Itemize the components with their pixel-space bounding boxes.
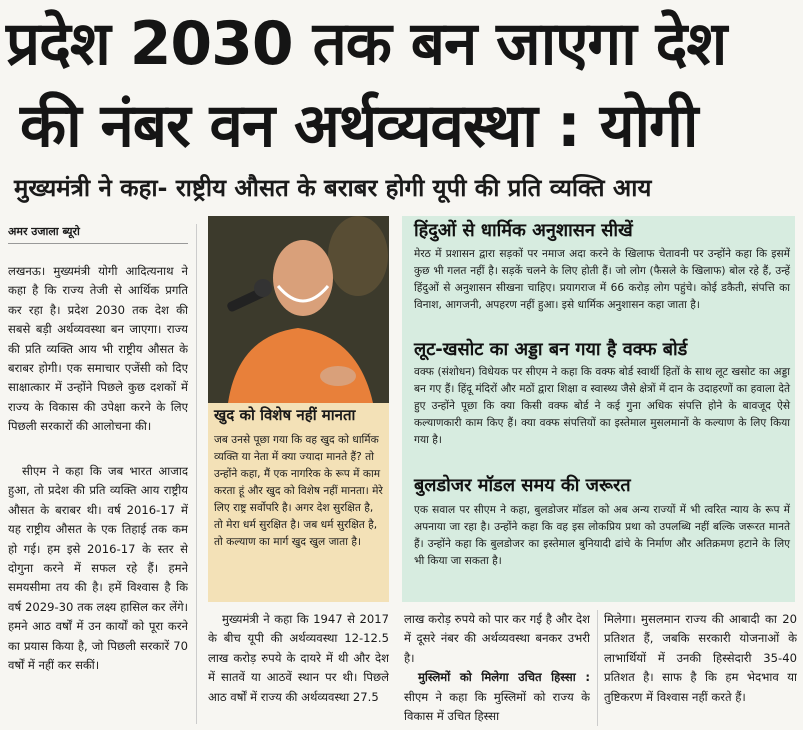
paragraph-muslims-continued: मिलेगा। मुसलमान राज्य की आबादी का 20 प्रतिशत हैं, जबकि सरकारी योजनाओं के लाभार्थियों में उनकी हिस्सेदारी 35-40 प्रतिशत है। साफ है कि हम भेदभाव या तुष्टिकरण में विश्वास नहीं करते हैं। [604, 612, 797, 704]
subheadline: मुख्यमंत्री ने कहा- राष्ट्रीय औसत के बराबर होगी यूपी की प्रति व्यक्ति आय [14, 174, 652, 202]
headline-line-1: प्रदेश 2030 तक बन जाएगा देश [6, 9, 727, 79]
section-text-bulldozer: एक सवाल पर सीएम ने कहा, बुलडोजर मॉडल को अब अन्य राज्यों में भी त्वरित न्याय के रूप में अपनाया जा रहा है। उन्होंने कहा कि वह इस लोकप्रिय प्रथा को उपलब्धि नहीं बल्कि जरूरत मानते हैं। उन्होंने कहा कि बुलडोजर का इस्तेमाल बुनियादी ढांचे के निर्माण और अतिक्रमण हटाने के लिए भी किया जा सकता है। [414, 504, 790, 567]
article-column-4 [604, 610, 797, 728]
byline: अमर उजाला ब्यूरो [8, 225, 80, 238]
sidebar-text: जब उनसे पूछा गया कि वह खुद को धार्मिक व्यक्ति या नेता में क्या ज्यादा मानते हैं? तो उन्होंने कहा, मैं एक नागरिक के रूप में काम करता हूं और खुद को विशेष नहीं मानता। मेरे लिए राष्ट्र सर्वोपरि है। अगर देश सुरक्षित है, तो मेरा धर्म सुरक्षित है। जब धर्म सुरक्षित है, तो कल्याण का मार्ग खुद खुल जाता है। [214, 434, 383, 548]
byline-divider [8, 243, 188, 244]
section-text-waqf: वक्फ (संशोधन) विधेयक पर सीएम ने कहा कि वक्फ बोर्ड स्वार्थी हितों के साथ लूट खसोट का अड्डा बन गए हैं। हिंदू मंदिरों और मठों द्वारा शिक्षा व स्वास्थ्य जैसे क्षेत्रों में दान के उदाहरणों का हवाला देते हुए उन्होंने पूछा कि क्या किसी वक्फ बोर्ड ने कई गुना अधिक संपत्ति होने के बावजूद ऐसे कल्याणकारी काम किए हैं। क्या वक्फ संपत्तियों का इस्तेमाल मुसलमानों के कल्याण के लिए किया गया है। [414, 366, 790, 446]
photo-yogi-adityanath [208, 216, 389, 403]
paragraph-intro: लखनऊ। मुख्यमंत्री योगी आदित्यनाथ ने कहा है कि राज्य तेजी से आर्थिक प्रगति कर रहा है। प्रदेश 2030 तक देश की सबसे बड़ी अर्थव्यवस्था बन जाएगा। राज्य की प्रति व्यक्ति आय भी राष्ट्रीय औसत के बराबर होगी। एक समाचार एजेंसी को दिए साक्षात्कार में उन्होंने पिछले कुछ दशकों में राज्य के विकास की उपेक्षा करने के लिए पिछली सरकारों की आलोचना की। [8, 264, 188, 434]
portrait-illustration [208, 216, 389, 403]
article-column-1 [8, 262, 188, 462]
section-text-discipline: मेरठ में प्रशासन द्वारा सड़कों पर नमाज अदा करने के खिलाफ चेतावनी पर उन्होंने कहा कि इसमें कुछ भी गलत नहीं है। सड़कें चलने के लिए होती हैं। जो लोग (फैसले के खिलाफ) बोल रहे हैं, उन्हें हिंदुओं से अनुशासन सीखना चाहिए। प्रयागराज में 66 करोड़ लोग पहुंचे। कोई डकैती, संपत्ति का विनाश, आगजनी, अपहरण नहीं हुआ। इसे धार्मिक अनुशासन कहा जाता है। [414, 248, 790, 311]
section-heading-waqf: लूट-खसोट का अड्डा बन गया है वक्फ बोर्ड [414, 339, 688, 360]
column-divider-2 [597, 610, 598, 726]
article-column-3 [404, 610, 590, 728]
column-divider [196, 224, 197, 724]
subhead-muslims: मुस्लिमों को मिलेगा उचित हिस्सा : [418, 670, 590, 685]
section-heading-bulldozer: बुलडोजर मॉडल समय की जरूरत [414, 475, 631, 496]
article-column-1-continued [8, 462, 188, 726]
paragraph-cm-statement: सीएम ने कहा कि जब भारत आजाद हुआ, तो प्रदेश की प्रति व्यक्ति आय राष्ट्रीय औसत के बराबर थी। वर्ष 2016-17 में यह राष्ट्रीय औसत के एक तिहाई तक कम हो गई। हम इसे 2016-17 के स्तर से दोगुना करने में सफल रहे हैं। हमने समयसीमा तय की है। हमें विश्वास है कि वर्ष 2029-30 तक लक्ष्य हासिल कर लेंगे। हमने आठ वर्षों में उन कार्यों को पूरा करने का प्रयास किया है, जो पिछली सरकारें 70 वर्षों में नहीं कर सकीं। [8, 464, 188, 673]
article-column-2 [208, 610, 389, 728]
paragraph-economy: मुख्यमंत्री ने कहा कि 1947 से 2017 के बीच यूपी की अर्थव्यवस्था 12-12.5 लाख करोड़ रुपये के दायरे में थी और देश में सातवें या आठवें स्थान पर थी। पिछले आठ वर्षों में राज्य की अर्थव्यवस्था 27.5 [208, 612, 389, 704]
paragraph-muslims: सीएम ने कहा कि मुस्लिमों को राज्य के विकास में उचित हिस्सा [404, 689, 590, 724]
headline-line-2: की नंबर वन अर्थव्यवस्था : योगी [20, 91, 698, 161]
sidebar-heading: खुद को विशेष नहीं मानता [214, 406, 356, 424]
paragraph-economy-continued: लाख करोड़ रुपये को पार कर गई है और देश में दूसरे नंबर की अर्थव्यवस्था बनकर उभरी है। [404, 612, 590, 665]
section-heading-discipline: हिंदुओं से धार्मिक अनुशासन सीखें [414, 220, 633, 241]
